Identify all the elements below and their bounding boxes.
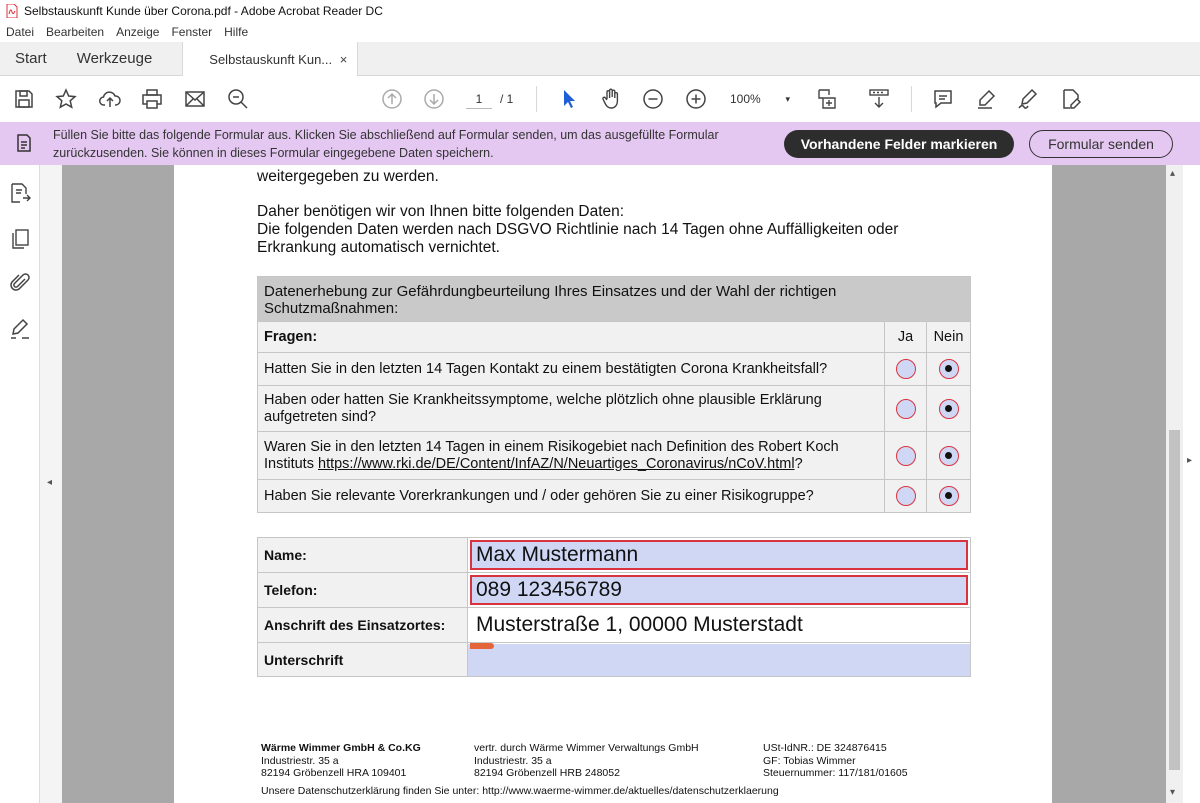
footer-line: Steuernummer: 117/181/01605	[763, 767, 908, 779]
export-pdf-icon[interactable]	[8, 181, 32, 205]
footer-line: Industriestr. 35 a	[474, 754, 552, 767]
search-icon[interactable]	[225, 86, 251, 112]
signature-cell	[468, 643, 971, 677]
answer-no-cell	[927, 353, 971, 386]
sign-icon[interactable]	[1015, 86, 1041, 112]
scroll-up-icon[interactable]: ▴	[1170, 168, 1176, 179]
zoom-select[interactable]	[730, 89, 792, 109]
form-notification-bar	[0, 122, 1200, 165]
pages-icon[interactable]	[8, 227, 32, 251]
star-icon[interactable]	[53, 86, 79, 112]
radio-yes[interactable]	[896, 486, 916, 506]
left-panel-toggle[interactable]	[40, 165, 62, 803]
rki-link[interactable]: https://www.rki.de/DE/Content/InfAZ/N/Neuartiges_Coronavirus/nCoV.html	[318, 455, 795, 472]
address-label: Anschrift des Einsatzortes:	[258, 608, 468, 643]
page-total: / 1	[500, 92, 514, 106]
question-text-part: Waren Sie in den letzten 14 Tagen in einem Risikogebiet nach Definition des Robert Koch Instituts	[264, 438, 839, 472]
footer-privacy: Unsere Datenschutzerklärung finden Sie unter: http://www.waerme-wimmer.de/aktuelles/datenschutzerklaerung	[261, 785, 779, 797]
toolbar-separator	[536, 86, 537, 112]
footer-line: 82194 Gröbenzell HRB 248052	[474, 767, 620, 779]
radio-yes[interactable]	[896, 359, 916, 379]
address-cell	[468, 608, 971, 643]
radio-no[interactable]	[939, 359, 959, 379]
table-header-row	[258, 277, 971, 322]
question-text: Haben Sie relevante Vorerkrankungen und / oder gehören Sie zu einer Risikogruppe?	[258, 480, 885, 513]
toolbar-separator	[911, 86, 912, 112]
attachment-icon[interactable]	[8, 271, 32, 295]
mail-icon[interactable]	[182, 86, 208, 112]
radio-yes[interactable]	[896, 399, 916, 419]
footer-line: vertr. durch Wärme Wimmer Verwaltungs GmbH	[474, 742, 699, 754]
title-bar	[0, 0, 1200, 22]
radio-no[interactable]	[939, 486, 959, 506]
answer-no-cell	[927, 432, 971, 480]
paragraph-line: Die folgenden Daten werden nach DSGVO Richtlinie nach 14 Tagen ohne Auffälligkeiten oder	[257, 221, 899, 238]
tab-document-label: Selbstauskunft Kun...	[209, 51, 333, 67]
scroll-mode-icon[interactable]	[866, 86, 892, 112]
comment-icon[interactable]	[930, 86, 956, 112]
menu-bar	[0, 22, 1200, 42]
contact-info-table	[257, 537, 971, 677]
question-text-part: ?	[794, 455, 803, 472]
zoom-value: 100%	[730, 92, 761, 106]
window-title: Selbstauskunft Kunde über Corona.pdf - Adobe Acrobat Reader DC	[24, 4, 383, 18]
radio-no[interactable]	[939, 399, 959, 419]
table-row	[258, 480, 971, 513]
table-row	[258, 608, 971, 643]
select-arrow-icon[interactable]	[556, 86, 582, 112]
menu-file[interactable]: Datei	[6, 25, 35, 39]
answer-no-cell	[927, 480, 971, 513]
left-tools-panel	[0, 165, 40, 803]
close-tab-icon[interactable]: ×	[339, 51, 348, 67]
name-label: Name:	[258, 538, 468, 573]
answer-yes-cell	[885, 432, 927, 480]
page-up-icon[interactable]	[379, 86, 405, 112]
form-message: Füllen Sie bitte das folgende Formular aus. Klicken Sie abschließend auf Formular senden, um das ausgefüllte Formular zurückzusenden. Sie können in dieses Formular eingegebene Daten speichern.	[53, 128, 719, 160]
phone-field[interactable]: 089 123456789	[470, 575, 968, 605]
expand-right-icon[interactable]: ▸	[1187, 455, 1193, 466]
highlight-pen-icon[interactable]	[973, 86, 999, 112]
questions-table	[257, 276, 971, 513]
signature-icon[interactable]	[8, 317, 32, 341]
footer-line: USt-IdNR.: DE 324876415	[763, 742, 887, 754]
print-icon[interactable]	[139, 86, 165, 112]
page-down-icon[interactable]	[421, 86, 447, 112]
chevron-down-icon: ▾	[785, 94, 790, 104]
paragraph-line: Erkrankung automatisch vernichtet.	[257, 239, 500, 256]
questions-label: Fragen:	[258, 322, 885, 353]
menu-view[interactable]: Anzeige	[116, 25, 160, 39]
tab-bar	[0, 42, 1200, 76]
toolbar	[0, 76, 1200, 122]
phone-label: Telefon:	[258, 573, 468, 608]
page-fit-icon[interactable]	[814, 86, 840, 112]
answer-yes-cell	[885, 480, 927, 513]
table-row	[258, 353, 971, 386]
signature-field[interactable]	[468, 644, 970, 676]
question-text: Haben oder hatten Sie Krankheitssymptome, welche plötzlich ohne plausible Erklärung aufgetreten sind?	[258, 386, 885, 432]
document-viewport[interactable]	[62, 165, 1166, 803]
footer-management	[474, 742, 699, 780]
answer-yes-cell	[885, 386, 927, 432]
intro-text: weitergegeben zu werden.	[257, 168, 439, 185]
yes-label: Ja	[885, 322, 927, 353]
question-text: Hatten Sie in den letzten 14 Tagen Kontakt zu einem bestätigten Corona Krankheitsfall?	[258, 353, 885, 386]
right-panel-toggle[interactable]	[1183, 165, 1200, 803]
page-number-input[interactable]: 1	[466, 89, 492, 109]
footer-line: Wärme Wimmer GmbH & Co.KG	[261, 742, 421, 754]
footer-line: 82194 Gröbenzell HRA 109401	[261, 767, 407, 779]
table-row	[258, 432, 971, 480]
table-row	[258, 573, 971, 608]
send-form-button[interactable]: Formular senden	[1029, 130, 1173, 158]
menu-window[interactable]: Fenster	[171, 25, 213, 39]
tab-start[interactable]: Start	[15, 50, 47, 67]
radio-yes[interactable]	[896, 446, 916, 466]
upload-icon[interactable]	[97, 86, 123, 112]
paragraph-line: Daher benötigen wir von Ihnen bitte folgenden Daten:	[257, 203, 625, 220]
table-row	[258, 386, 971, 432]
pdf-app-icon	[6, 4, 18, 18]
phone-cell	[468, 573, 971, 608]
footer-tax	[763, 742, 908, 780]
highlight-fields-button[interactable]: Vorhandene Felder markieren	[784, 130, 1014, 158]
menu-help[interactable]: Hilfe	[224, 25, 249, 39]
answer-no-cell	[927, 386, 971, 432]
no-label: Nein	[927, 322, 971, 353]
name-field[interactable]: Max Mustermann	[470, 540, 968, 570]
scroll-down-icon[interactable]: ▾	[1170, 787, 1176, 798]
radio-no[interactable]	[939, 446, 959, 466]
scrollbar-thumb[interactable]	[1169, 430, 1180, 770]
answer-yes-cell	[885, 353, 927, 386]
save-icon[interactable]	[11, 86, 37, 112]
name-cell	[468, 538, 971, 573]
zoom-in-icon[interactable]	[683, 86, 709, 112]
table-header: Datenerhebung zur Gefährdungbeurteilung Ihres Einsatzes und der Wahl der richtigen Schutzmaßnahmen:	[258, 277, 971, 322]
menu-edit[interactable]: Bearbeiten	[46, 25, 105, 39]
table-subheader-row	[258, 322, 971, 353]
table-row	[258, 643, 971, 677]
address-field[interactable]: Musterstraße 1, 00000 Musterstadt	[470, 610, 968, 640]
zoom-out-icon[interactable]	[640, 86, 666, 112]
tab-document[interactable]	[182, 42, 358, 76]
form-icon	[14, 133, 34, 153]
signature-label: Unterschrift	[258, 643, 468, 677]
footer-line: Industriestr. 35 a	[261, 754, 339, 767]
table-row	[258, 538, 971, 573]
collapse-left-icon[interactable]: ◂	[47, 477, 53, 488]
pdf-page	[174, 165, 1052, 803]
question-text	[258, 432, 885, 480]
footer-line: GF: Tobias Wimmer	[763, 754, 856, 767]
vertical-scrollbar[interactable]	[1166, 165, 1183, 803]
signature-flag-icon	[470, 643, 494, 649]
tab-tools[interactable]: Werkzeuge	[76, 50, 153, 67]
hand-icon[interactable]	[598, 86, 624, 112]
fill-sign-icon[interactable]	[1058, 86, 1084, 112]
footer-company	[261, 742, 421, 780]
